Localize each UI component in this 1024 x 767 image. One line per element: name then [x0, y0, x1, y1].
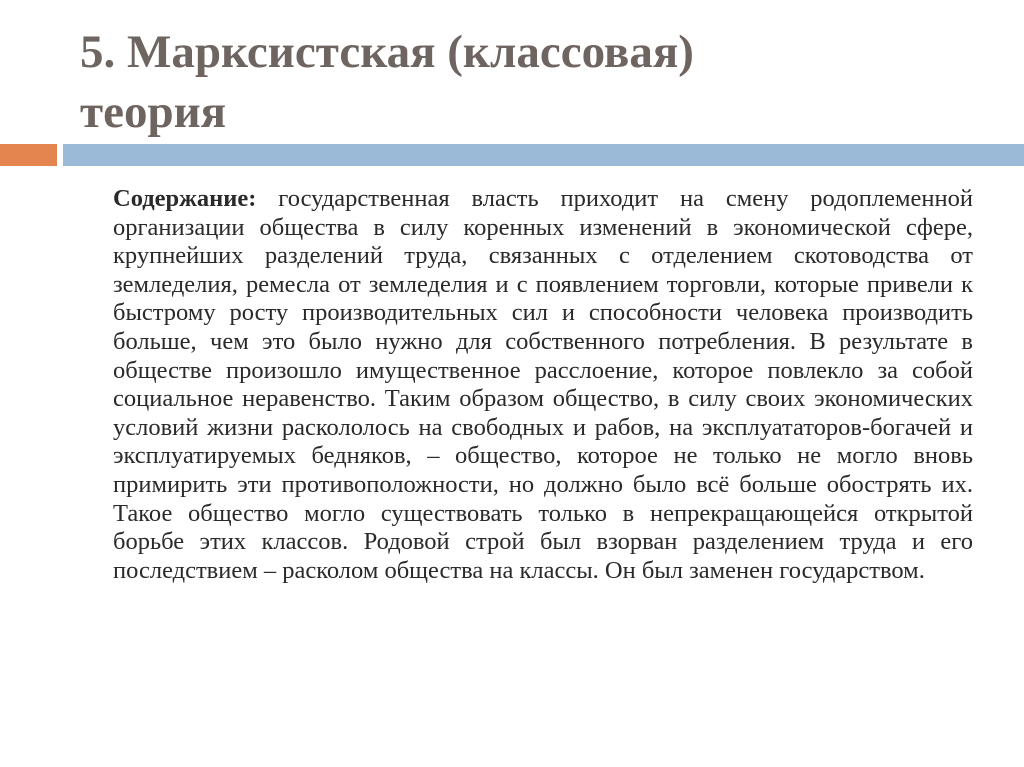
accent-divider-bar [0, 144, 57, 166]
title-divider-bar [63, 144, 1024, 166]
slide-title-line-2: теория [80, 86, 227, 138]
body-lead-label: Содержание: [113, 185, 257, 212]
slide-title [80, 22, 980, 142]
body-text: государственная власть приходит на смену родоплеменной организации общества в силу коренных изменений в экономической сфере, крупнейших разделений труда, связанных с отделением скотоводства от земледелия, ремесла от земледелия и с появлением торговли, которые привели к быстрому росту производительных сил и способности человека производить больше, чем это было нужно для собственного потребления. В результате в обществе произошло имущественное расслоение, которое повлекло за собой социальное неравенство. Таким образом общество, в силу своих экономических условий жизни раскололось на свободных и рабов, на эксплуататоров-богачей и эксплуатируемых бедняков, – общество, которое не только не могло вновь примирить эти противоположности, но должно было всё больше обострять их. Такое общество могло существовать только в непрекращающейся открытой борьбе этих классов. Родовой строй был взорван разделением труда и его последствием – расколом общества на классы. Он был заменен государством. [113, 185, 973, 584]
slide-title-line-1: 5. Марксистская (классовая) [80, 26, 694, 78]
body-paragraph [113, 185, 973, 585]
